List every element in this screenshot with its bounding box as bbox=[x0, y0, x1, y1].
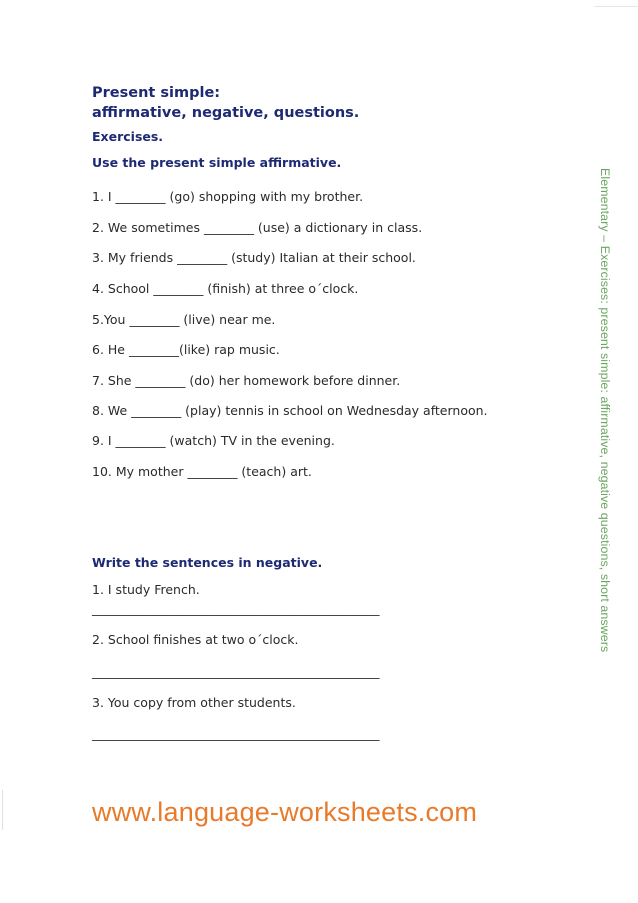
title-line-2: affirmative, negative, questions. bbox=[92, 105, 360, 121]
affirmative-heading: Use the present simple affirmative. bbox=[92, 155, 342, 170]
exercise-item: 5.You ________ (live) near me. bbox=[92, 312, 276, 327]
title-line-1: Present simple: bbox=[92, 85, 221, 101]
exercise-item: 4. School ________ (finish) at three o´clock. bbox=[92, 281, 359, 296]
negative-item: 1. I study French. bbox=[92, 582, 200, 597]
exercise-item: 8. We ________ (play) tennis in school on Wednesday afternoon. bbox=[92, 403, 488, 418]
footer-url: www.language-worksheets.com bbox=[92, 797, 478, 827]
exercise-item: 7. She ________ (do) her homework before dinner. bbox=[92, 373, 401, 388]
exercise-item: 9. I ________ (watch) TV in the evening. bbox=[92, 433, 335, 448]
exercise-item: 10. My mother ________ (teach) art. bbox=[92, 464, 312, 479]
answer-line: ______________________________________________ bbox=[92, 726, 380, 741]
exercise-item: 2. We sometimes ________ (use) a dictionary in class. bbox=[92, 220, 423, 235]
exercises-heading: Exercises. bbox=[92, 129, 164, 144]
negative-heading: Write the sentences in negative. bbox=[92, 555, 323, 570]
answer-line: ______________________________________________ bbox=[92, 664, 380, 679]
page-edge bbox=[2, 790, 3, 830]
page-title bbox=[92, 83, 359, 123]
page-edge bbox=[594, 6, 638, 7]
answer-line: ______________________________________________ bbox=[92, 601, 380, 616]
side-caption: Elementary – Exercises: present simple: affirmative, negative questions, short answers bbox=[598, 168, 612, 653]
exercise-item: 6. He ________(like) rap music. bbox=[92, 342, 280, 357]
exercise-item: 3. My friends ________ (study) Italian at their school. bbox=[92, 250, 416, 265]
negative-item: 3. You copy from other students. bbox=[92, 695, 296, 710]
exercise-item: 1. I ________ (go) shopping with my brother. bbox=[92, 189, 364, 204]
negative-item: 2. School finishes at two o´clock. bbox=[92, 632, 299, 647]
